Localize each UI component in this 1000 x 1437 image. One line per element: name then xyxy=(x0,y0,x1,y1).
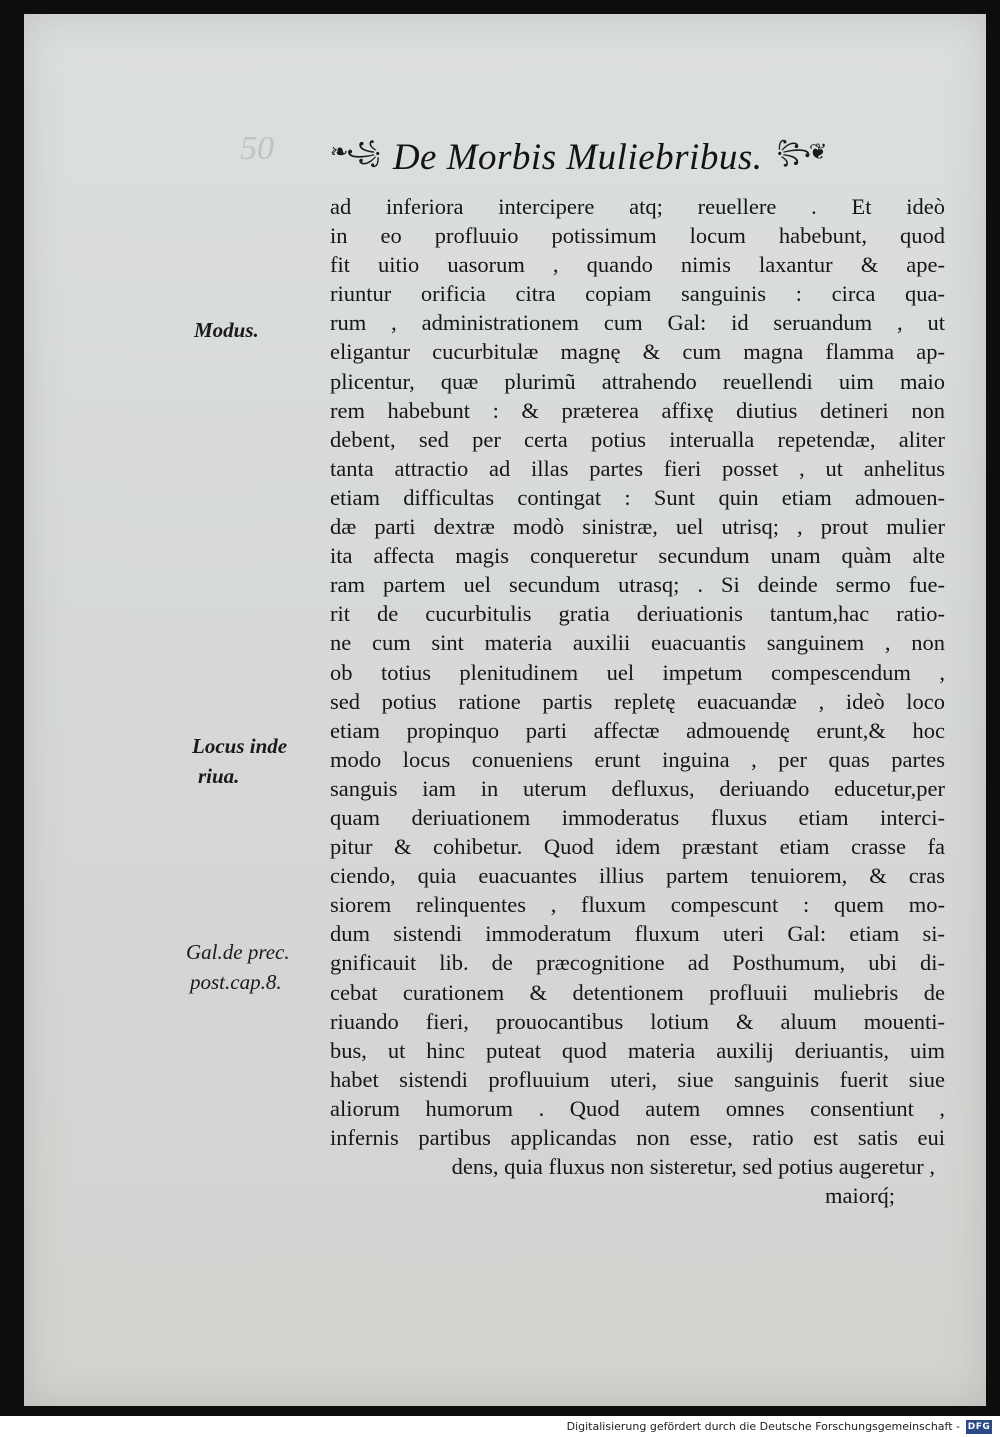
dfg-logo: DFG xyxy=(967,1421,991,1432)
margin-note-locus-1: Locus inde xyxy=(192,734,288,758)
text-line: ob totius plenitudinem uel impetum compescendum , xyxy=(330,659,945,685)
text-line: sanguis iam in uterum defluxus, deriuando educetur,per xyxy=(330,775,945,801)
text-line: ad inferiora intercipere atq; reuellere . Et ideò xyxy=(330,194,945,219)
text-line: quam deriuationem immoderatus fluxus etiam interci- xyxy=(330,804,945,830)
text-line: ram partem uel secundum utrasq; . Si deinde sermo fue- xyxy=(330,572,945,598)
text-line: habet sistendi profluuium uteri, siue sanguinis fuerit siue xyxy=(330,1066,945,1092)
text-line: etiam difficultas contingat : Sunt quin etiam admouen- xyxy=(330,484,945,510)
text-line: gnificauit lib. de præcognitione ad Posthumum, ubi di- xyxy=(330,950,945,976)
margin-note-galen-1: Gal.de prec. xyxy=(186,940,290,964)
catchword: maiorq́; xyxy=(825,1183,895,1209)
text-line: fit uitio uasorum , quando nimis laxantur & ape- xyxy=(330,252,945,278)
text-line: riuando fieri, prouocantibus lotium & aluum mouenti- xyxy=(330,1008,945,1034)
text-line: plicentur, quæ plurimũ attrahendo reuellendi uim maio xyxy=(330,368,945,394)
running-header xyxy=(330,132,890,182)
text-line: dæ parti dextræ modò sinistræ, uel utrisq; , prout mulier xyxy=(330,514,945,540)
text-line: etiam propinquo parti affectæ admouendę erunt,& hoc xyxy=(330,717,945,743)
text-line: tanta attractio ad illas partes fieri posset , ut anhelitus xyxy=(330,455,945,481)
margin-note-modus: Modus. xyxy=(194,318,259,342)
text-line: ciendo, quia euacuantes illius partem tenuiorem, & cras xyxy=(330,863,945,889)
text-line: ne cum sint materia auxilii euacuantis sanguinem , non xyxy=(330,630,945,656)
body-text xyxy=(320,192,945,1210)
footer-bar xyxy=(0,1416,1000,1437)
ornament-right-icon: ꧂❦ xyxy=(776,139,826,165)
text-line: riuntur orificia citra copiam sanguinis : circa qua- xyxy=(330,281,945,307)
text-line: modo locus conueniens erunt inguina , per quas partes xyxy=(330,746,945,772)
text-line: siorem relinquentes , fluxum compescunt : quem mo- xyxy=(330,892,945,918)
text-line: rem habebunt : & præterea affixę diutius detineri non xyxy=(330,397,945,423)
text-line: bus, ut hinc puteat quod materia auxilij deriuantis, uim xyxy=(330,1037,945,1063)
margin-note-galen-2: post.cap.8. xyxy=(190,970,282,994)
text-line: eligantur cucurbitulæ magnę & cum magna flamma ap- xyxy=(330,339,945,365)
text-line: cebat curationem & detentionem profluuii muliebris de xyxy=(330,979,945,1005)
text-line: rum , administrationem cum Gal: id seruandum , ut xyxy=(330,310,945,336)
text-line: dens, quia fluxus non sisteretur, sed potius augeretur , xyxy=(451,1154,935,1180)
text-line: aliorum humorum . Quod autem omnes consentiunt , xyxy=(330,1095,945,1121)
text-line: in eo profluuio potissimum locum habebunt, quod xyxy=(330,223,945,249)
text-line: dum sistendi immoderatum fluxum uteri Gal: etiam si- xyxy=(330,921,945,947)
running-title: De Morbis Muliebribus. xyxy=(392,136,763,178)
text-line: infernis partibus applicandas non esse, ratio est satis eui xyxy=(330,1125,945,1150)
ornament-left-icon: ❧꧁ xyxy=(330,139,379,165)
text-line: debent, sed per certa potius interualla repetendæ, aliter xyxy=(330,426,945,452)
text-line: ita affecta magis conqueretur secundum unam quàm alte xyxy=(330,543,945,569)
margin-note-locus-2: riua. xyxy=(198,764,240,788)
text-line: pitur & cohibetur. Quod idem præstant etiam crasse fa xyxy=(330,834,945,860)
footer-credit: Digitalisierung gefördert durch die Deutsche Forschungsgemeinschaft - xyxy=(566,1420,960,1433)
text-line: rit de cucurbitulis gratia deriuationis tantum,hac ratio- xyxy=(330,601,945,627)
page-number: 50 xyxy=(240,130,274,167)
text-line: sed potius ratione partis repletę euacuandæ , ideò loco xyxy=(330,688,945,714)
